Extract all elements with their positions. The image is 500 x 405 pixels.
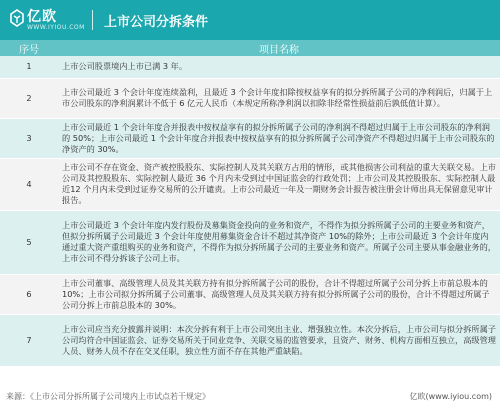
table-header-row [0, 40, 500, 56]
table-row [0, 56, 500, 78]
row-text: 上市公司应当充分披露并说明：本次分拆有利于上市公司突出主业、增强独立性。本次分拆后，上市公司与拟分拆所属子公司均符合中国证监会、证券交易所关于同业竞争、关联交易的监管要求，且资产、财务、机构方面相互独立，高级管理人员、财务人员不存在交叉任职，独立性方面不存在其他严重缺陷。 [58, 314, 500, 366]
table-row [0, 274, 500, 314]
col-header-item: 项目名称 [58, 40, 500, 56]
row-text: 上市公司最近 3 个会计年度内发行股份及募集资金投向的业务和资产，不得作为拟分拆所属子公司的主要业务和资产，但拟分拆所属子公司最近 3 个会计年度使用募集资金合计不超过其净资产 10%的除外；上市公司最近 3 个会计年度内通过重大资产重组购买的业务和资产，不得作为拟分拆所属子公司的主要业务和资产。所属子公司主要从事金融业务的，上市公司不得分拆该子公司上市。 [58, 210, 500, 274]
row-number: 3 [0, 118, 58, 158]
row-text: 上市公司股票境内上市已满 3 年。 [58, 56, 500, 78]
header-bar [0, 0, 500, 40]
conditions-table [0, 40, 500, 367]
row-number: 4 [0, 158, 58, 210]
table-row [0, 314, 500, 366]
row-number: 5 [0, 210, 58, 274]
col-header-number: 序号 [0, 40, 58, 56]
page-title: 上市公司分拆条件 [104, 15, 209, 30]
site-credit: 亿欧(www.iyiou.com) [409, 392, 492, 401]
source-note: 来源：《上市公司分拆所属子公司境内上市试点若干规定》 [6, 392, 210, 401]
table-row [0, 78, 500, 118]
footer [0, 387, 500, 405]
logo-url: WWW.IYIOU.COM [27, 24, 85, 31]
row-number: 1 [0, 56, 58, 78]
table-row [0, 118, 500, 158]
table-row [0, 158, 500, 210]
row-number: 7 [0, 314, 58, 366]
row-text: 上市公司董事、高级管理人员及其关联方持有拟分拆所属子公司的股份，合计不得超过所属子公司分拆上市前总股本的 10%；上市公司拟分拆所属子公司董事、高级管理人员及其关联方持有拟分拆所属子公司的股份，合计不得超过所属子公司分拆上市前总股本的 30%。 [58, 274, 500, 314]
header-divider [92, 10, 93, 30]
row-number: 6 [0, 274, 58, 314]
row-text: 上市公司最近 1 个会计年度合并报表中按权益享有的拟分拆所属子公司的净利润不得超过归属于上市公司股东的净利润的 50%；上市公司最近 1 个会计年度合并报表中按权益享有的拟分拆所属子公司净资产不得超过归属于上市公司股东的净资产的 30%。 [58, 118, 500, 158]
table-row [0, 210, 500, 274]
row-number: 2 [0, 78, 58, 118]
logo-icon [10, 9, 24, 27]
row-text: 上市公司最近 3 个会计年度连续盈利，且最近 3 个会计年度扣除按权益享有的拟分拆所属子公司的净利润后，归属于上市公司股东的净利润累计不低于 6 亿元人民币（本规定所称净利润以扣除非经常性损益前后孰低值计算）。 [58, 78, 500, 118]
row-text: 上市公司不存在资金、资产被控股股东、实际控制人及其关联方占用的情形，或其他损害公司利益的重大关联交易。上市公司及其控股股东、实际控制人最近 36 个月内未受到过中国证监会的行政处罚；上市公司及其控股股东、实际控制人最近12 个月内未受到过证券交易所的公开谴责。上市公司最近一年及一期财务会计报告被注册会计师出具无保留意见审计报告。 [58, 158, 500, 210]
logo-text: 亿欧 [27, 9, 57, 25]
